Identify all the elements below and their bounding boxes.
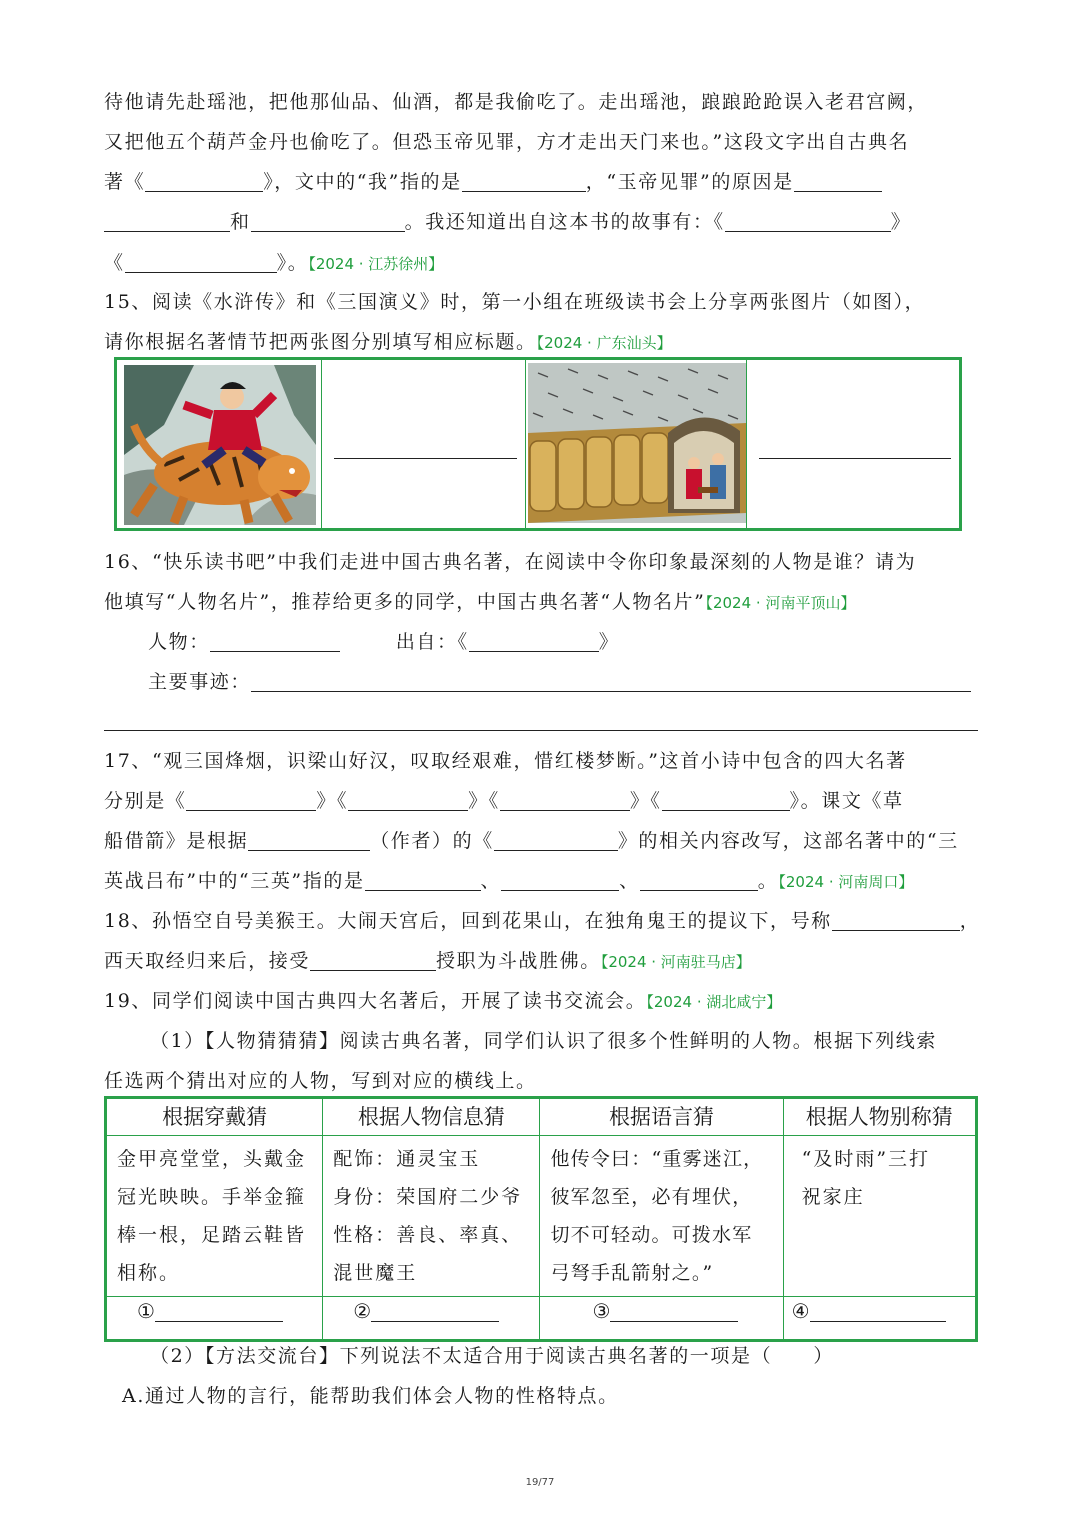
table-answer-row [106,1297,977,1341]
character-guess-table [104,1096,978,1342]
answer-cell-4[interactable]: ④ [783,1297,976,1341]
page-number: 19/77 [525,1477,555,1488]
q15-line-1: 15、阅读《水浒传》和《三国演义》时，第一小组在班级读书会上分享两张图片（如图）， [104,291,926,313]
table-header-row [106,1098,977,1136]
answer-cell-3[interactable]: ③ [540,1297,783,1341]
answer-cell-1[interactable]: ① [106,1297,323,1341]
tiger-illustration [124,365,316,525]
source-tag: 【2024 · 河南驻马店】 [600,953,751,971]
book-blank[interactable] [469,629,599,652]
title-answer-line-1[interactable] [334,458,517,459]
answer-blank[interactable] [662,788,790,811]
deeds-row: 主要事迹： [148,668,1028,696]
person-card-row: 人物： 出自：《 》 [148,631,620,653]
answer-blank[interactable] [725,209,891,232]
straw-boat-illustration [528,363,746,523]
q14-line-1: 待他请先赴瑶池，把他那仙品、仙酒，都是我偷吃了。走出瑶池，踉踉跄跄误入老君宫阙， [104,91,929,113]
picture-answer-box [114,357,962,531]
q15-line-2: 请你根据名著情节把两张图分别填写相应标题。【2024 · 广东汕头】 [104,331,672,353]
table-header: 根据人物别称猜 [783,1098,976,1136]
answer-blank[interactable] [248,828,370,851]
q14-line-4: 和 。我还知道出自这本书的故事有：《 》 [104,208,984,236]
answer-blank[interactable] [794,169,882,192]
straw-boats-picture [526,360,747,528]
table-header: 根据人物信息猜 [323,1098,540,1136]
q17-line-1: 17、“观三国烽烟，识梁山好汉，叹取经艰难，惜红楼梦断。”这首小诗中包含的四大名著 [104,750,907,772]
answer-blank[interactable] [640,868,758,891]
answer-blank[interactable] [494,828,618,851]
title-blank-2-cell[interactable] [747,360,959,528]
title-answer-line-2[interactable] [759,458,951,459]
q16-line-1: 16、“快乐读书吧”中我们走进中国古典名著，在阅读中令你印象最深刻的人物是谁？请为 [104,551,917,573]
title-blank-1-cell[interactable] [322,360,526,528]
person-blank[interactable] [210,629,340,652]
answer-blank[interactable] [145,169,263,192]
q14-line-3: 著《 》，文中的“我”指的是 ，“玉帝见罪”的原因是 [104,168,984,196]
answer-cell-2[interactable]: ② [323,1297,540,1341]
q18-line-1: 18、孙悟空自号美猴王。大闹天宫后，回到花果山，在独角鬼王的提议下，号称 ， [104,910,981,932]
answer-blank[interactable] [610,1299,738,1322]
answer-blank[interactable] [832,908,960,931]
q17-line-4: 英战吕布”中的“三英”指的是 、 、 。【2024 · 河南周口】 [104,870,914,892]
answer-blank[interactable] [371,1299,499,1322]
answer-blank[interactable] [310,948,436,971]
answer-blank[interactable] [251,209,405,232]
q14-line-5: 《 》。【2024 · 江苏徐州】 [104,252,444,274]
source-tag: 【2024 · 河南平顶山】 [705,594,856,612]
q19-option-a[interactable]: A.通过人物的言行，能帮助我们体会人物的性格特点。 [122,1385,619,1407]
source-tag: 【2024 · 江苏徐州】 [308,255,444,273]
deeds-blank-line-2[interactable] [104,730,978,731]
answer-blank[interactable] [810,1299,946,1322]
answer-blank[interactable] [501,868,619,891]
table-header: 根据穿戴猜 [106,1098,323,1136]
answer-blank[interactable] [125,250,277,273]
answer-blank[interactable] [104,209,230,232]
answer-blank[interactable] [365,868,481,891]
q17-line-3: 船借箭》是根据 （作者）的《 》的相关内容改写，这部名著中的“三 [104,830,959,852]
source-tag: 【2024 · 广东汕头】 [536,334,672,352]
wu-song-tiger-picture [117,360,322,528]
answer-blank[interactable] [348,788,468,811]
q19-line-1: 19、同学们阅读中国古典四大名著后，开展了读书交流会。【2024 · 湖北咸宁】 [104,990,782,1012]
answer-blank[interactable] [462,169,586,192]
table-row [106,1136,977,1297]
answer-blank[interactable] [186,788,316,811]
clue-info: 配饰：通灵宝玉 身份：荣国府二少爷 性格：善良、率真、 混世魔王 [323,1136,540,1297]
q16-line-2: 他填写“人物名片”，推荐给更多的同学，中国古典名著“人物名片”【2024 · 河南平顶山】 [104,591,856,613]
answer-blank[interactable] [500,788,630,811]
q19-part1-line-2: 任选两个猜出对应的人物，写到对应的横线上。 [104,1070,537,1092]
q19-part1-line-1: （1）【人物猜猜猜】阅读古典名著，同学们认识了很多个性鲜明的人物。根据下列线索 [150,1030,937,1052]
clue-speech: 他传令曰：“重雾迷江， 彼军忽至，必有埋伏， 切不可轻动。可拨水军 弓弩手乱箭射之。” [540,1136,783,1297]
clue-nickname: “及时雨”三打 祝家庄 [783,1136,976,1297]
q17-line-2: 分别是《 》《 》《 》《 》。课文《草 [104,790,904,812]
q19-part2: （2）【方法交流台】下列说法不太适合用于阅读古典名著的一项是（ ） [150,1345,834,1367]
answer-blank[interactable] [155,1299,283,1322]
q18-line-2: 西天取经归来后，接受 授职为斗战胜佛。【2024 · 河南驻马店】 [104,950,751,972]
deeds-blank[interactable] [251,669,971,692]
source-tag: 【2024 · 河南周口】 [778,873,914,891]
q14-line-2: 又把他五个葫芦金丹也偷吃了。但恐玉帝见罪，方才走出天门来也。”这段文字出自古典名 [104,131,910,153]
table-header: 根据语言猜 [540,1098,783,1136]
source-tag: 【2024 · 湖北咸宁】 [646,993,782,1011]
clue-clothing: 金甲亮堂堂，头戴金 冠光映映。手举金箍 棒一根，足踏云鞋皆 相称。 [106,1136,323,1297]
